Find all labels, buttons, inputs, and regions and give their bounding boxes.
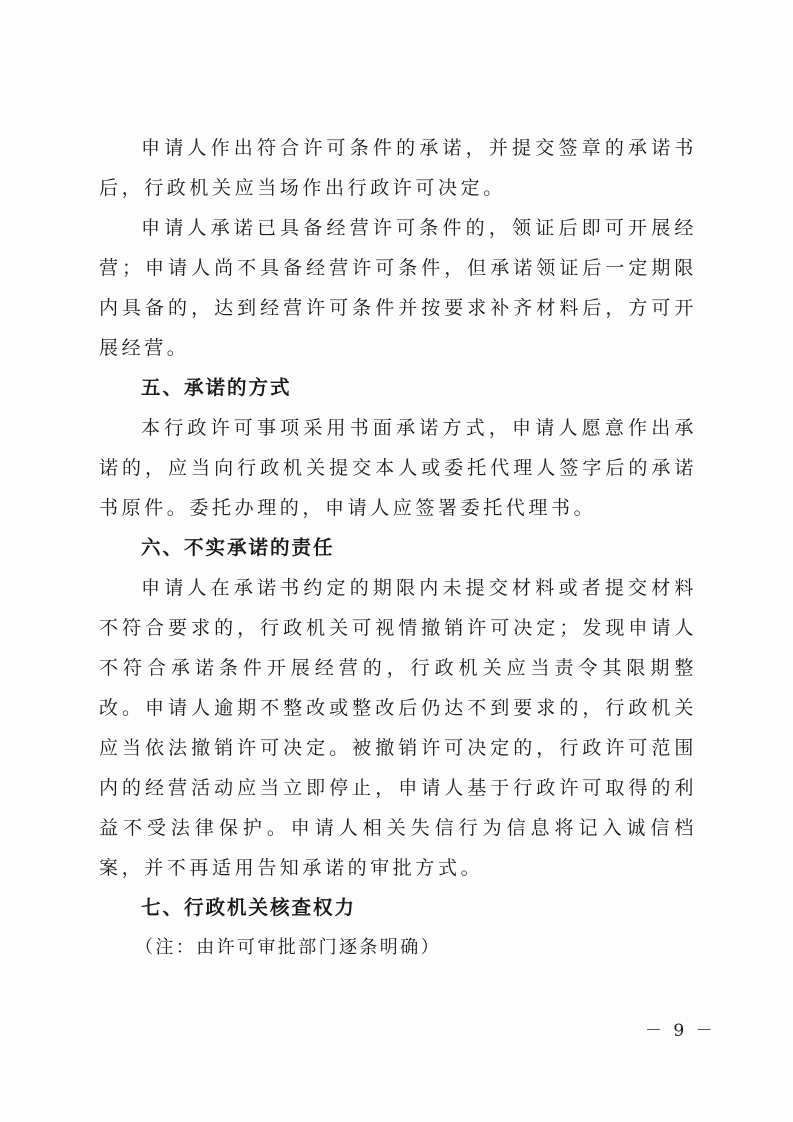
section-heading-verification-power: 七、行政机关核查权力 xyxy=(141,896,357,919)
note-text: （注：由许可审批部门逐条明确） xyxy=(135,937,441,958)
document-body xyxy=(99,128,697,968)
paragraph-commitment-decision: 申请人作出符合许可条件的承诺，并提交签章的承诺书后，行政机关应当场作出行政许可决定。 xyxy=(99,137,697,199)
page-number: － 9 － xyxy=(645,1021,716,1041)
section-heading-commitment-method: 五、承诺的方式 xyxy=(141,376,292,399)
paragraph-operation-conditions: 申请人承诺已具备经营许可条件的，领证后即可开展经营；申请人尚不具备经营许可条件，但承诺领证后一定期限内具备的，达到经营许可条件并按要求补齐材料后，方可开展经营。 xyxy=(99,217,697,359)
paragraph-false-commitment: 申请人在承诺书约定的期限内未提交材料或者提交材料不符合要求的，行政机关可视情撤销许可决定；发现申请人不符合承诺条件开展经营的，行政机关应当责令其限期整改。申请人逾期不整改或整改后仍达不到要求的，行政机关应当依法撤销许可决定。被撤销许可决定的，行政许可范围内的经营活动应当立即停止，申请人基于行政许可取得的利益不受法律保护。申请人相关失信行为信息将记入诚信档案，并不再适用告知承诺的审批方式。 xyxy=(99,577,697,879)
section-heading-false-commitment: 六、不实承诺的责任 xyxy=(141,536,335,559)
paragraph-commitment-method: 本行政许可事项采用书面承诺方式，申请人愿意作出承诺的，应当向行政机关提交本人或委托代理人签字后的承诺书原件。委托办理的，申请人应签署委托代理书。 xyxy=(99,417,697,519)
